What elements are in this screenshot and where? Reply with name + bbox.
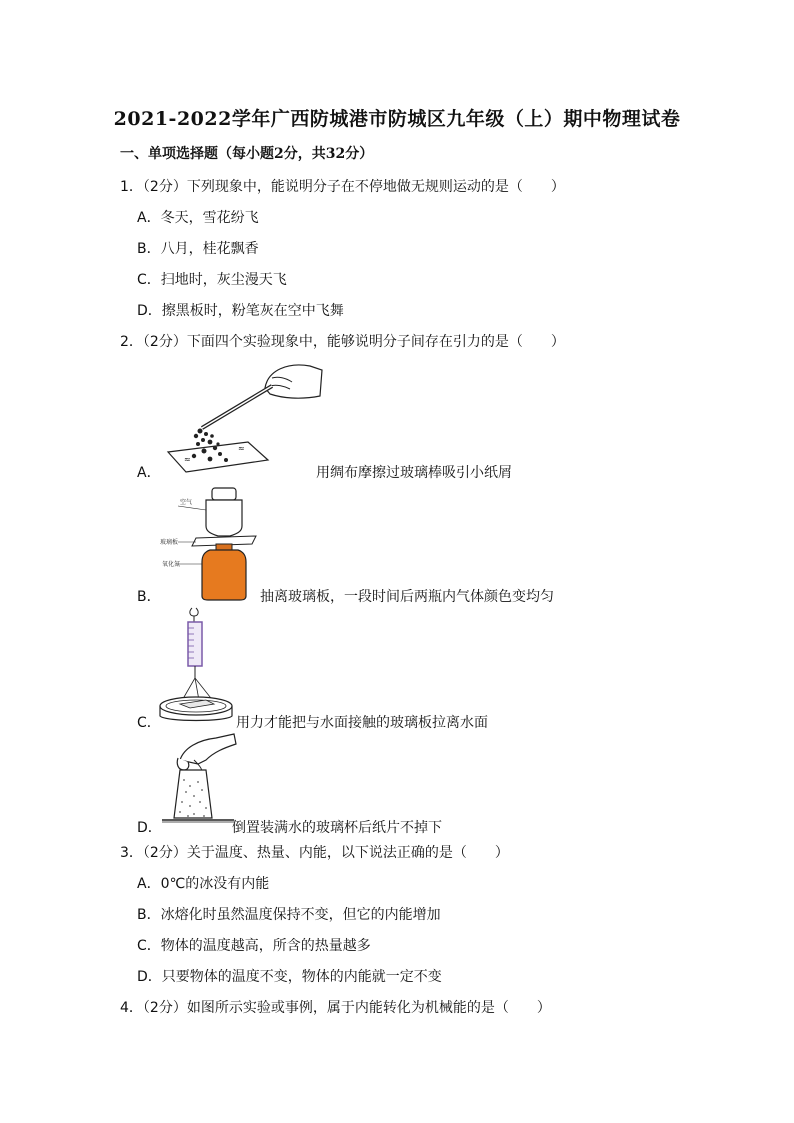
question-3-option-b: B．冰熔化时虽然温度保持不变，但它的内能增加 [137,907,441,923]
question-1-option-b: B．八月，桂花飘香 [137,241,259,257]
question-1-option-a: A．冬天，雪花纷飞 [137,210,259,226]
label-air: 空气 [180,499,193,506]
question-3-stem: 3．（2分）关于温度、热量、内能，以下说法正确的是（ ） [120,845,509,861]
label-glass-plate: 玻璃板 [160,539,179,546]
question-4-stem: 4．（2分）如图所示实验或事例，属于内能转化为机械能的是（ ） [120,1000,551,1016]
label-nitrogen-oxide: 氧化氮 [162,561,181,568]
figure-glass-rod-paper-scraps [160,356,325,476]
figure-spring-scale-glass-plate [156,606,236,730]
question-2-option-a-letter: A． [137,465,161,481]
question-1-option-c: C．扫地时，灰尘漫天飞 [137,272,287,288]
section-heading: 一、单项选择题（每小题2分，共32分） [120,146,374,162]
question-2-option-a-caption: 用绸布摩擦过玻璃棒吸引小纸屑 [316,465,512,481]
question-2-option-d-letter: D． [137,820,162,836]
question-2-option-b-caption: 抽离玻璃板，一段时间后两瓶内气体颜色变均匀 [260,589,554,605]
question-2-option-d-caption: 倒置装满水的玻璃杯后纸片不掉下 [232,820,442,836]
question-2-option-b-letter: B． [137,589,161,605]
question-3-option-a: A．0℃的冰没有内能 [137,876,270,892]
svg-text:≈: ≈ [238,444,245,453]
figure-inverted-cup-paper [158,730,238,830]
figure-gas-diffusion-bottles [160,486,260,602]
svg-text:≈: ≈ [184,455,191,464]
question-3-option-d: D．只要物体的温度不变，物体的内能就一定不变 [137,969,442,985]
question-2-option-c-caption: 用力才能把与水面接触的玻璃板拉离水面 [236,715,488,731]
question-1-option-d: D．擦黑板时，粉笔灰在空中飞舞 [137,303,344,319]
question-1-stem: 1．（2分）下列现象中，能说明分子在不停地做无规则运动的是（ ） [120,179,565,195]
question-2-stem: 2．（2分）下面四个实验现象中，能够说明分子间存在引力的是（ ） [120,334,565,350]
question-3-option-c: C．物体的温度越高，所含的热量越多 [137,938,371,954]
question-2-option-c-letter: C． [137,715,161,731]
page-title: 2021-2022学年广西防城港市防城区九年级（上）期中物理试卷 [113,108,681,130]
